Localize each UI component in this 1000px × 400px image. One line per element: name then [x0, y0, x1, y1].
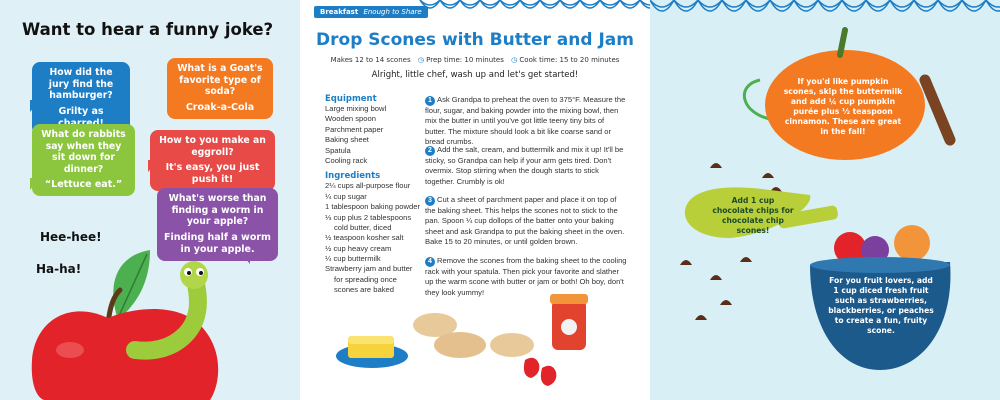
ingredient-item: scones are baked [334, 285, 394, 295]
laugh-text-2: Ha-ha! [36, 262, 82, 276]
joke-question: How to you make an eggroll? [159, 135, 266, 158]
left-page [0, 0, 300, 400]
joke-answer: Croak-a-Cola [185, 101, 255, 113]
equipment-list [325, 104, 425, 166]
ingredient-item: ⅓ cup plus 2 tablespoons [325, 212, 412, 222]
equipment-section [325, 94, 425, 296]
step-text: Cut a sheet of parchment paper and place it on top of the baking sheet. This helps the scones not to stick to the pan. Spoon ¼ cup dollops of the batter onto your baking sheet and ask Grandpa to put the baking sheet in the oven. Bake 15 to 20 minutes, or until golden brown. [425, 195, 625, 247]
equipment-item: Large mixing bowl [325, 104, 387, 113]
equipment-item: Cooling rack [325, 155, 368, 165]
jam-jar [550, 294, 588, 350]
step-text: Remove the scones from the baking sheet to the cooling rack with your spatula. Then pick your favorite and slather up the warm scone with butter or jam or both! Oh boy, don't they look yummy! [425, 256, 627, 297]
step-3 [425, 195, 627, 248]
cinnamon-stick [925, 80, 950, 140]
pumpkin-tip: If you'd like pumpkin scones, skip the buttermilk and add ¼ cup pumpkin purée plus ½ teaspoon cinnamon. These are great in the fall! [783, 77, 903, 136]
joke-question: What's worse than finding a worm in your apple? [168, 193, 267, 228]
step-text: Ask Grandpa to preheat the oven to 375°F. Measure the flour, sugar, and baking powder into the mixing bowl, then mix the butter in until you've got little teeny tiny bits of butter. The mixture should look a bit like coarse sand or bread crumbs. [425, 95, 626, 147]
yield-text: Makes 12 to 14 scones [330, 56, 411, 64]
ingredient-item: ¼ cup sugar [325, 191, 367, 201]
scones [413, 313, 534, 358]
recipe-meta [300, 56, 650, 64]
joke-question: What do rabbits say when they sit down for dinner? [41, 129, 126, 175]
joke-question: How did the jury find the hamburger? [48, 67, 114, 102]
apple-worm-illustration [0, 0, 300, 400]
prep-time: Prep time: 10 minutes [426, 56, 504, 64]
step-number: 1 [425, 96, 435, 106]
fruit-tip: For you fruit lovers, add 1 cup diced fresh fruit such as strawberries, blackberries, or peaches to create a fun, fruity scone. [828, 276, 934, 336]
step-number: 4 [425, 257, 435, 267]
cook-time: Cook time: 15 to 20 minutes [519, 56, 620, 64]
ingredient-item: cold butter, diced [334, 222, 392, 232]
step-4 [425, 256, 627, 298]
joke-answer: Grilty as [58, 105, 104, 117]
joke-answer: Finding half a worm in your apple. [164, 231, 271, 255]
equipment-item: Baking sheet [325, 135, 369, 145]
ingredient-item: ½ teaspoon kosher salt [325, 233, 404, 243]
section-tab [314, 6, 428, 18]
pumpkin-illustration [650, 0, 1000, 400]
laugh-text-1: Hee-hee! [40, 230, 102, 244]
tips-page [650, 0, 1000, 400]
ingredient-item: Strawberry jam and butter [325, 264, 413, 274]
clock-icon: ◷ [417, 56, 424, 64]
chocolate-tip: Add 1 cup chocolate chips for chocolate chip scones! [712, 196, 794, 235]
step-1 [425, 95, 627, 148]
chocolate-chips [680, 163, 782, 320]
tab-subtitle: Enough to Share [363, 8, 422, 16]
recipe-intro: Alright, little chef, wash up and let's get started! [371, 70, 579, 80]
strawberries [524, 358, 556, 386]
tab-category: Breakfast [320, 8, 359, 16]
ingredients-list [325, 181, 425, 295]
joke-answer: “Lettuce eat.” [44, 179, 123, 191]
equipment-item: Wooden spoon [325, 114, 376, 124]
ingredients-heading: Ingredients [325, 171, 381, 182]
step-number: 2 [425, 146, 435, 156]
equipment-heading: Equipment [325, 94, 377, 104]
step-text: Add the salt, cream, and buttermilk and mix it up! It'll be sticky, so Grandpa can help if your arm gets tired. Don't overmix. Stop stirring when the dough starts to stick together. Crumbly is ok! [425, 145, 624, 186]
butter-dish [336, 336, 408, 368]
worm-head [180, 261, 208, 289]
ingredient-item: ¼ cup buttermilk [325, 254, 381, 264]
ingredient-item: for spreading once [334, 274, 397, 284]
clock-icon: ◷ [511, 56, 518, 64]
ingredient-item: ½ cup heavy cream [325, 243, 392, 253]
ingredient-item: 2¼ cups all-purpose flour [325, 181, 411, 191]
joke-question: What is a Goat's favorite type of soda? [177, 63, 263, 98]
recipe-title: Drop Scones with Butter and Jam [316, 30, 634, 50]
equipment-item: Parchment paper [325, 124, 384, 134]
joke-heading: Want to hear a funny joke? [22, 20, 274, 39]
step-number: 3 [425, 196, 435, 206]
equipment-item: Spatula [325, 145, 351, 155]
step-2 [425, 145, 627, 187]
recipe-page [300, 0, 650, 400]
joke-answer: It's easy, you just push it! [165, 162, 260, 186]
ingredient-item: 1 tablespoon baking powder [325, 202, 420, 212]
